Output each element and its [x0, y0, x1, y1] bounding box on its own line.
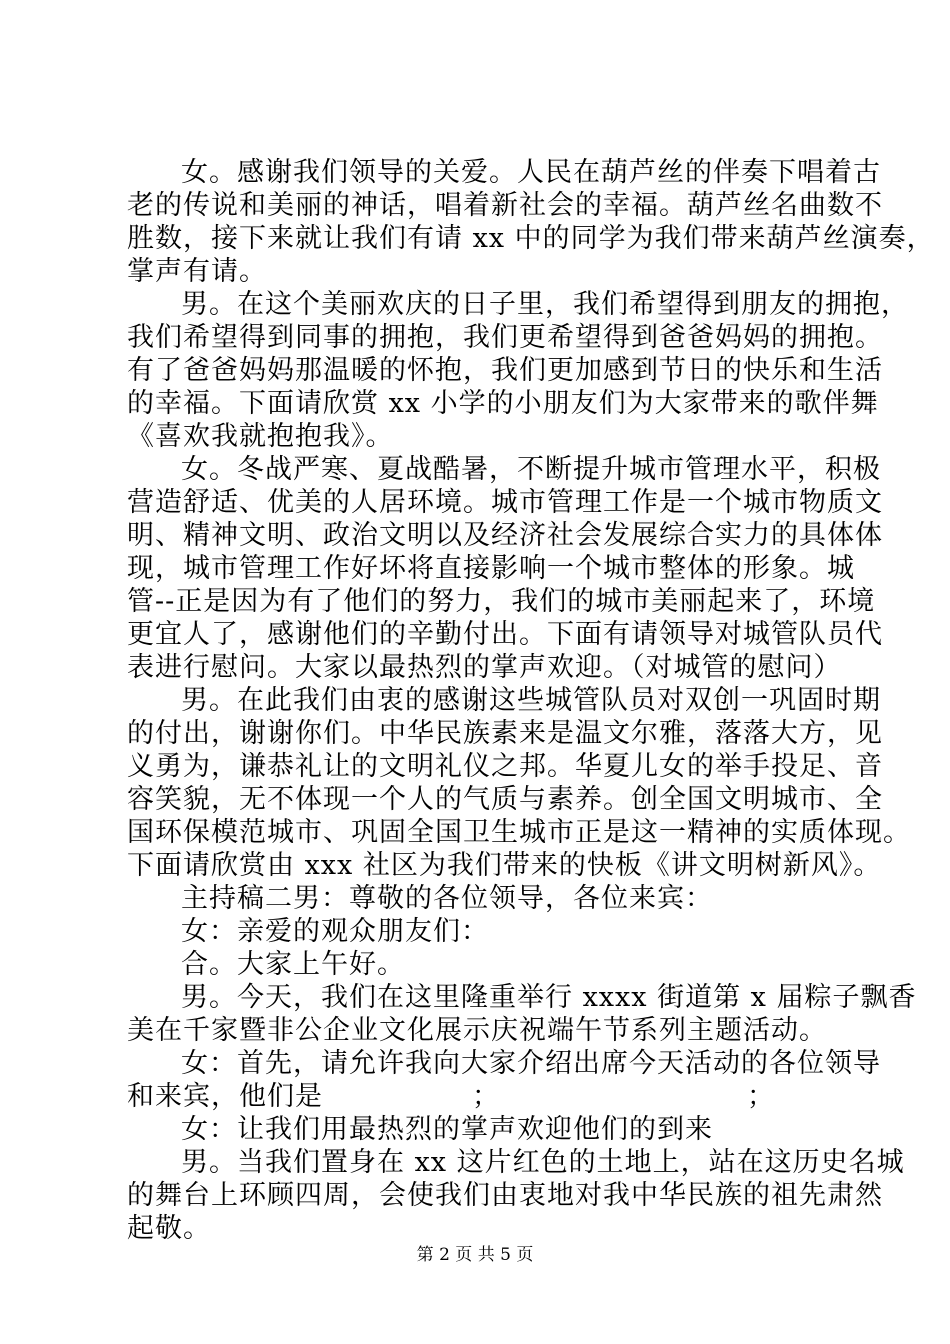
text-line: 明、精神文明、政治文明以及经济社会发展综合实力的具体体	[127, 520, 883, 551]
text-line: 表进行慰问。大家以最热烈的掌声欢迎。（对城管的慰问）	[127, 652, 842, 683]
text-line: 的幸福。下面请欣赏 xx 小学的小朋友们为大家带来的歌伴舞	[127, 388, 879, 419]
text-line: 女。感谢我们领导的关爱。人民在葫芦丝的伴奏下唱着古	[181, 157, 881, 188]
text-line: 男。在此我们由衷的感谢这些城管队员对双创一巩固时期	[181, 685, 881, 716]
text-line: 下面请欣赏由 xxx 社区为我们带来的快板《讲文明树新风》。	[127, 850, 882, 881]
page-footer: 第 2 页 共 5 页	[416, 1245, 534, 1265]
text-line: 合。大家上午好。	[181, 949, 405, 980]
text-line: 营造舒适、优美的人居环境。城市管理工作是一个城市物质文	[127, 487, 883, 518]
text-line: 《喜欢我就抱抱我》。	[127, 421, 394, 452]
text-line: 女。冬战严寒、夏战酷暑，不断提升城市管理水平，积极	[181, 454, 881, 485]
text-line: 的付出，谢谢你们。中华民族素来是温文尔雅，落落大方，见	[127, 718, 883, 749]
text-line: 的舞台上环顾四周，会使我们由衷地对我中华民族的祖先肃然	[127, 1180, 883, 1211]
text-line: 男。当我们置身在 xx 这片红色的土地上，站在这历史名城	[181, 1147, 905, 1178]
text-line: 国环保模范城市、巩固全国卫生城市正是这一精神的实质体现。	[127, 817, 911, 848]
text-line: 男。在这个美丽欢庆的日子里，我们希望得到朋友的拥抱，	[181, 289, 909, 320]
text-line-with-blanks	[127, 1080, 827, 1113]
text-line: 主持稿二男：尊敬的各位领导，各位来宾：	[181, 883, 713, 914]
text-line: 起敬。	[127, 1213, 211, 1244]
text-line: 我们希望得到同事的拥抱，我们更希望得到爸爸妈妈的拥抱。	[127, 322, 883, 353]
text-line: 义勇为，谦恭礼让的文明礼仪之邦。华夏儿女的举手投足、音	[127, 751, 883, 782]
text-line: 美在千家暨非公企业文化展示庆祝端午节系列主题活动。	[127, 1015, 827, 1046]
text-line: 更宜人了，感谢他们的辛勤付出。下面有请领导对城管队员代	[127, 619, 883, 650]
text-fragment: 和来宾，他们是	[127, 1081, 323, 1112]
text-line: 女：亲爱的观众朋友们：	[181, 916, 489, 947]
text-line: 老的传说和美丽的神话，唱着新社会的幸福。葫芦丝名曲数不	[127, 190, 883, 221]
blank-semicolon: ；	[472, 1081, 500, 1112]
text-line: 男。今天，我们在这里隆重举行 xxxx 街道第 x 届粽子飘香	[181, 982, 917, 1013]
text-line: 现，城市管理工作好坏将直接影响一个城市整体的形象。城	[127, 553, 855, 584]
blank-semicolon: ；	[747, 1081, 775, 1112]
text-line: 管--正是因为有了他们的努力，我们的城市美丽起来了，环境	[127, 586, 876, 617]
text-line: 女：让我们用最热烈的掌声欢迎他们的到来	[181, 1114, 713, 1145]
text-line: 掌声有请。	[127, 256, 267, 287]
text-line: 有了爸爸妈妈那温暖的怀抱，我们更加感到节日的快乐和生活	[127, 355, 883, 386]
text-line: 容笑貌，无不体现一个人的气质与素养。创全国文明城市、全	[127, 784, 883, 815]
body-text	[127, 156, 935, 1245]
text-line: 女：首先，请允许我向大家介绍出席今天活动的各位领导	[181, 1048, 881, 1079]
text-line: 胜数，接下来就让我们有请 xx 中的同学为我们带来葫芦丝演奏，	[127, 223, 935, 254]
